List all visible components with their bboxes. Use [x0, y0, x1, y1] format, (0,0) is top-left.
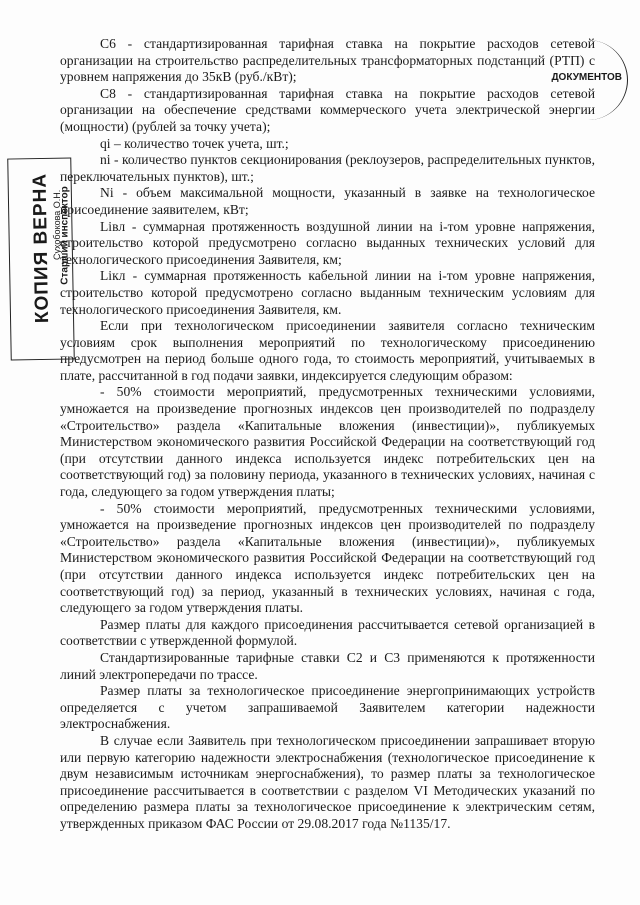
document-body	[60, 36, 595, 833]
paragraph: С6 - стандартизированная тарифная ставка на покрытие расходов сетевой организации на строительство распределительных трансформаторных подстанций (РТП) с уровнем напряжения до 35кВ (руб./кВт);	[60, 36, 595, 85]
stamp-role: Старший инспектор	[59, 186, 71, 285]
paragraph: С8 - стандартизированная тарифная ставка на покрытие расходов сетевой организации на обеспечение средствами коммерческого учета электрической энергии (мощности) (рублей за точку учета);	[60, 85, 595, 134]
paragraph: Стандартизированные тарифные ставки С2 и С3 применяются к протяженности линий электропередачи по трассе.	[60, 649, 595, 682]
paragraph: Liвл - суммарная протяженность воздушной линии на i-том уровне напряжения, строительство которой предусмотрено согласно выданных технических условий для технологического присоединения Заявителя, км;	[60, 218, 595, 267]
paragraph: Ni - объем максимальной мощности, указанный в заявке на технологическое присоединение заявителем, кВт;	[60, 185, 595, 217]
paragraph: Liкл - суммарная протяженность кабельной линии на i-том уровне напряжения, строительство которой предусмотрено согласно выданным техническим условиям для технологического присоединения Заявителя, км.	[60, 268, 595, 317]
paragraph: Размер платы за технологическое присоединение энергопринимающих устройств определяется с учетом запрашиваемой Заявителем категории надежности электроснабжения.	[60, 683, 595, 732]
stamp-title: КОПИЯ ВЕРНА	[29, 172, 54, 324]
paragraph: qi – количество точек учета, шт.;	[100, 135, 289, 151]
stamp-signature: Сухобокова О.Н.	[52, 189, 62, 260]
paragraph: В случае если Заявитель при технологическом присоединении запрашивает вторую или первую категорию надежности электроснабжения (технологическое присоединение к двум независимым источникам энергоснабжения), то размер платы за технологическое присоединение рассчитывается в соответствии с разделом VI Методических указаний по определению размера платы за технологическое присоединение к электрическим сетям, утвержденных приказом ФАС России от 29.08.2017 года №1135/17.	[60, 732, 595, 831]
paragraph: Если при технологическом присоединении заявителя согласно техническим условиям срок выполнения мероприятий по технологическому присоединению предусмотрен на период больше одного года, то стоимость мероприятий, учитываемых в плате, рассчитанной в год подачи заявки, индексируется следующим образом:	[60, 318, 595, 383]
paragraph: ni - количество пунктов секционирования (реклоузеров, распределительных пунктов, переключательных пунктов), шт.;	[60, 152, 595, 184]
paragraph: Размер платы для каждого присоединения рассчитывается сетевой организацией в соответствии с утвержденной формулой.	[60, 616, 595, 649]
paragraph: - 50% стоимости мероприятий, предусмотренных техническими условиями, умножается на произведение прогнозных индексов цен производителей по подразделу «Строительство» раздела «Капитальные вложения (инвестиции)», публикуемых Министерством экономического развития Российской Федерации на соответствующий год (при отсутствии данного индекса используется индекс потребительских цен на соответствующий год) за половину периода, указанного в технических условиях, начиная с года, следующего за годом утверждения платы;	[60, 384, 595, 500]
paragraph: - 50% стоимости мероприятий, предусмотренных техническими условиями, умножается на произведение прогнозных индексов цен производителей по подразделу «Строительство» раздела «Капитальные вложения (инвестиции)», публикуемых Министерством экономического развития Российской Федерации на соответствующий год (при отсутствии данного индекса используется индекс потребительских цен на соответствующий год) за период, указанный в технических условиях, начиная с года, следующего за годом утверждения платы.	[60, 500, 595, 616]
corner-stamp-text: ДОКУМЕНТОВ	[551, 72, 622, 83]
